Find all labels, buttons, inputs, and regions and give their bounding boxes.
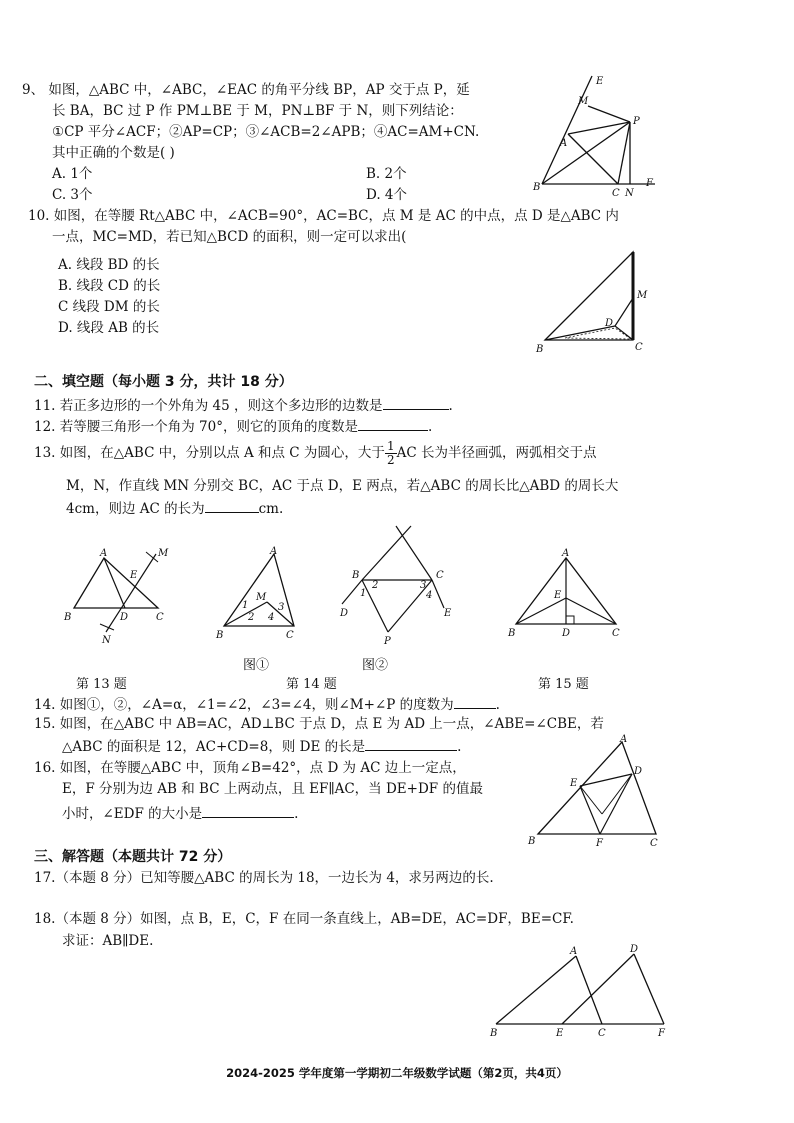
section-2-title: 二、填空题（每小题 3 分，共计 18 分） bbox=[34, 374, 293, 390]
svg-text:D: D bbox=[340, 608, 349, 619]
q14-caption: 第 14 题 bbox=[286, 677, 337, 692]
svg-text:C: C bbox=[650, 838, 658, 848]
q13-figure bbox=[62, 546, 182, 646]
svg-text:1: 1 bbox=[242, 600, 249, 611]
svg-text:B: B bbox=[64, 612, 72, 623]
q12-answer-blank[interactable] bbox=[358, 415, 428, 431]
q11-answer-blank[interactable] bbox=[383, 394, 449, 410]
svg-text:A: A bbox=[570, 946, 578, 957]
svg-text:B: B bbox=[508, 628, 516, 639]
svg-text:E: E bbox=[444, 608, 452, 619]
svg-text:D: D bbox=[634, 766, 643, 777]
svg-text:A: A bbox=[100, 548, 108, 559]
q10-figure bbox=[535, 240, 650, 358]
svg-text:M: M bbox=[637, 290, 648, 301]
q9-line2: 长 BA，BC 过 P 作 PM⊥BE 于 M，PN⊥BF 于 N，则下列结论： bbox=[52, 103, 463, 119]
q10-line1: 10. 如图，在等腰 Rt△ABC 中，∠ACB=90°，AC=BC，点 M 是 AC 的中点，点 D 是△ABC 内 bbox=[28, 208, 619, 224]
q14 bbox=[34, 693, 500, 716]
svg-text:B: B bbox=[533, 182, 541, 193]
svg-text:A: A bbox=[562, 548, 570, 559]
svg-text:E: E bbox=[570, 778, 578, 789]
svg-text:A: A bbox=[560, 138, 568, 149]
svg-text:C: C bbox=[286, 630, 294, 641]
svg-text:2: 2 bbox=[372, 580, 379, 591]
q9-figure bbox=[530, 74, 665, 198]
svg-text:E: E bbox=[130, 570, 138, 581]
svg-text:P: P bbox=[384, 636, 391, 647]
q13-line2: M，N，作直线 MN 分别交 BC，AC 于点 D，E 两点，若△ABC 的周长比△ABD 的周长大 bbox=[66, 478, 619, 494]
q16-line1: 16. 如图，在等腰△ABC 中，顶角∠B=42°，点 D 为 AC 边上一定点， bbox=[34, 760, 466, 776]
svg-text:B: B bbox=[216, 630, 224, 641]
q18-line2: 求证：AB∥DE. bbox=[62, 933, 154, 949]
svg-text:C: C bbox=[612, 188, 620, 198]
q18-line1: 18.（本题 8 分）如图，点 B，E，C，F 在同一条直线上，AB=DE，AC=DF，BE=CF. bbox=[34, 911, 574, 927]
q15-line2 bbox=[62, 735, 461, 758]
svg-text:1: 1 bbox=[360, 588, 367, 599]
svg-text:3: 3 bbox=[420, 580, 427, 591]
q16-line2: E，F 分别为边 AB 和 BC 上两动点，且 EF∥AC，当 DE+DF 的值最 bbox=[62, 781, 483, 797]
q12-text: 12. 若等腰三角形一个角为 70°，则它的顶角的度数是 bbox=[34, 419, 358, 435]
svg-text:A: A bbox=[270, 546, 278, 557]
q16-answer-blank[interactable] bbox=[202, 802, 294, 818]
svg-text:F: F bbox=[646, 178, 653, 189]
q16-text-line3: 小时，∠EDF 的大小是 bbox=[62, 806, 203, 822]
svg-text:C: C bbox=[598, 1028, 606, 1039]
q14-figure-2 bbox=[336, 524, 456, 648]
q13-fraction bbox=[385, 440, 397, 467]
svg-text:B: B bbox=[352, 570, 360, 581]
section-3-title: 三、解答题（本题共计 72 分） bbox=[34, 849, 232, 865]
q16-figure bbox=[526, 734, 666, 848]
svg-text:D: D bbox=[605, 318, 614, 329]
q14-answer-blank[interactable] bbox=[454, 693, 496, 709]
q9-line1: 9、 如图，△ABC 中，∠ABC，∠EAC 的角平分线 BP，AP 交于点 P，延 bbox=[22, 82, 470, 98]
svg-text:3: 3 bbox=[278, 602, 285, 613]
svg-text:C: C bbox=[436, 570, 444, 581]
q10-option-d: D. 线段 AB 的长 bbox=[58, 320, 160, 336]
q15-caption: 第 15 题 bbox=[538, 677, 589, 692]
q13-unit: cm. bbox=[258, 501, 284, 517]
page-footer: 2024-2025 学年度第一学期初二年级数学试题（第2页，共4页） bbox=[226, 1066, 568, 1080]
q10-option-a: A. 线段 BD 的长 bbox=[58, 257, 160, 273]
q14-text: 14. 如图①，②，∠A=α，∠1=∠2，∠3=∠4，则∠M+∠P 的度数为 bbox=[34, 697, 454, 713]
svg-text:F: F bbox=[658, 1028, 665, 1039]
q13-answer-blank[interactable] bbox=[205, 497, 259, 513]
q14-fig2-caption: 图② bbox=[362, 658, 389, 673]
svg-text:E: E bbox=[596, 76, 604, 87]
q14-figure-1 bbox=[212, 546, 302, 646]
svg-text:D: D bbox=[630, 944, 639, 955]
svg-text:B: B bbox=[490, 1028, 498, 1039]
q9-option-d: D. 4个 bbox=[366, 187, 408, 203]
q10-option-b: B. 线段 CD 的长 bbox=[58, 278, 161, 294]
svg-text:N: N bbox=[625, 188, 634, 198]
q16-period: . bbox=[294, 806, 299, 822]
q15-figure bbox=[506, 546, 622, 646]
q11-period: . bbox=[448, 398, 453, 414]
q15-period: . bbox=[457, 739, 462, 755]
q13-line3 bbox=[66, 497, 283, 520]
q16-line3 bbox=[62, 802, 298, 825]
q10-option-c: C 线段 DM 的长 bbox=[58, 299, 160, 315]
q17: 17.（本题 8 分）已知等腰△ABC 的周长为 18，一边长为 4，求另两边的长. bbox=[34, 870, 494, 886]
svg-text:C: C bbox=[635, 342, 643, 353]
q12 bbox=[34, 415, 432, 438]
svg-text:B: B bbox=[528, 836, 536, 847]
q13-text-line3: 4cm，则边 AC 的长为 bbox=[66, 501, 205, 517]
q13-caption: 第 13 题 bbox=[76, 677, 127, 692]
svg-text:2: 2 bbox=[248, 612, 255, 623]
q18-figure bbox=[484, 940, 674, 1044]
svg-text:4: 4 bbox=[268, 612, 275, 623]
svg-text:M: M bbox=[256, 592, 267, 603]
q15-line1: 15. 如图，在△ABC 中 AB=AC，AD⊥BC 于点 D，点 E 为 AD 上一点，∠ABE=∠CBE，若 bbox=[34, 716, 604, 732]
svg-text:A: A bbox=[620, 734, 628, 745]
q11 bbox=[34, 394, 453, 417]
q13-text-pre: 13. 如图，在△ABC 中，分别以点 A 和点 C 为圆心，大于 bbox=[34, 445, 385, 461]
svg-text:P: P bbox=[633, 116, 640, 127]
q13-fraction-denominator: 2 bbox=[386, 453, 395, 467]
svg-text:M: M bbox=[158, 548, 169, 559]
q15-answer-blank[interactable] bbox=[365, 735, 457, 751]
q10-line2: 一点，MC=MD，若已知△BCD 的面积，则一定可以求出( bbox=[52, 229, 407, 245]
svg-text:C: C bbox=[612, 628, 620, 639]
q9-option-b: B. 2个 bbox=[366, 166, 407, 182]
svg-text:D: D bbox=[120, 612, 129, 623]
svg-text:N: N bbox=[102, 635, 111, 646]
svg-text:D: D bbox=[562, 628, 571, 639]
svg-text:E: E bbox=[554, 590, 562, 601]
q13-line1 bbox=[34, 440, 596, 467]
q14-period: . bbox=[495, 697, 500, 713]
q13-text-post: AC 长为半径画弧，两弧相交于点 bbox=[396, 445, 597, 461]
q12-period: . bbox=[427, 419, 433, 435]
q14-fig1-caption: 图① bbox=[243, 658, 270, 673]
svg-text:M: M bbox=[578, 96, 589, 107]
q9-line4: 其中正确的个数是( ) bbox=[52, 145, 175, 161]
svg-text:B: B bbox=[536, 344, 544, 355]
q9-line3: ①CP 平分∠ACF；②AP=CP；③∠ACB=2∠APB；④AC=AM+CN. bbox=[52, 124, 480, 140]
q9-option-a: A. 1个 bbox=[52, 166, 93, 182]
svg-text:F: F bbox=[596, 838, 603, 848]
q13-fraction-numerator: 1 bbox=[386, 439, 395, 453]
q9-option-c: C. 3个 bbox=[52, 187, 93, 203]
svg-text:4: 4 bbox=[426, 590, 433, 601]
q15-text-line2: △ABC 的面积是 12，AC+CD=8，则 DE 的长是 bbox=[62, 739, 366, 755]
q11-text: 11. 若正多边形的一个外角为 45 ，则这个多边形的边数是 bbox=[34, 398, 383, 414]
svg-text:E: E bbox=[556, 1028, 564, 1039]
svg-text:C: C bbox=[156, 612, 164, 623]
